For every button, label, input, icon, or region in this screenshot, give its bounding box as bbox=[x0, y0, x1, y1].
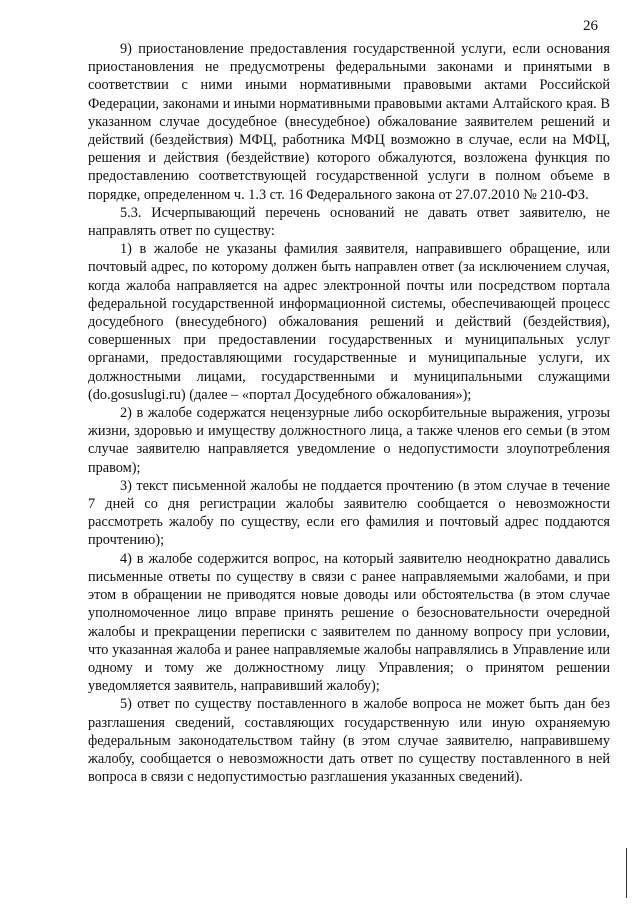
document-body bbox=[88, 40, 610, 786]
paragraph-item-5: 5) ответ по существу поставленного в жалобе вопроса не может быть дан без разглашения сведений, составляющих государственную или иную охраняемую федеральным законодательством тайну (в этом случае заявителю, направившему жалобу, сообщается о невозможности дать ответ по существу поставленного в ней вопроса в связи с недопустимостью разглашения указанных сведений). bbox=[88, 696, 610, 786]
scan-margin-line bbox=[626, 848, 627, 898]
page-number: 26 bbox=[583, 18, 598, 34]
paragraph-section-5-3: 5.3. Исчерпывающий перечень оснований не давать ответ заявителю, не направлять ответ по существу: bbox=[88, 204, 610, 240]
paragraph-item-4: 4) в жалобе содержится вопрос, на который заявителю неоднократно давались письменные ответы по существу в связи с ранее направляемыми жалобами, и при этом в обращении не приводятся новые доводы или обстоятельства (в этом случае уполномоченное лицо вправе принять решение о безосновательности очередной жалобы и прекращении переписки с заявителем по данному вопросу при условии, что указанная жалоба и ранее направляемые жалобы направлялись в Управление или одному и тому же должностному лицу Управления; о принятом решении уведомляется заявитель, направивший жалобу); bbox=[88, 550, 610, 695]
paragraph-item-9: 9) приостановление предоставления государственной услуги, если основания приостановления не предусмотрены федеральными законами и принятыми в соответствии с ними иными нормативными правовыми актами Российской Федерации, законами и иными нормативными правовыми актами Алтайского края. В указанном случае досудебное (внесудебное) обжалование заявителем решений и действий (бездействия) МФЦ, работника МФЦ возможно в случае, если на МФЦ, решения и действия (бездействие) которого обжалуются, возложена функция по предоставлению соответствующей государственной услуги в полном объеме в порядке, определенном ч. 1.3 ст. 16 Федерального закона от 27.07.2010 № 210-ФЗ. bbox=[88, 41, 610, 203]
paragraph-item-2: 2) в жалобе содержатся нецензурные либо оскорбительные выражения, угрозы жизни, здоровью и имуществу должностного лица, а также членов его семьи (в этом случае заявителю направляется уведомление о недопустимости злоупотребления правом); bbox=[88, 405, 610, 476]
paragraph-item-3: 3) текст письменной жалобы не поддается прочтению (в этом случае в течение 7 дней со дня регистрации жалобы заявителю сообщается о невозможности рассмотреть жалобу по существу, если его фамилия и почтовый адрес поддаются прочтению); bbox=[88, 477, 610, 549]
paragraph-item-1: 1) в жалобе не указаны фамилия заявителя, направившего обращение, или почтовый адрес, по которому должен быть направлен ответ (за исключением случая, когда жалоба направляется на адрес электронной почты или посредством портала федеральной государственной информационной системы, обеспечивающей процесс досудебного (внесудебного) обжалования решений и действий (бездействия), совершенных при предоставлении государственных и муниципальных услуг органами, предоставляющими государственные и муниципальные услуги, их должностными лицами, государственными и муниципальными служащими (do.gosuslugi.ru) (далее – «портал Досудебного обжалования»); bbox=[88, 241, 610, 403]
